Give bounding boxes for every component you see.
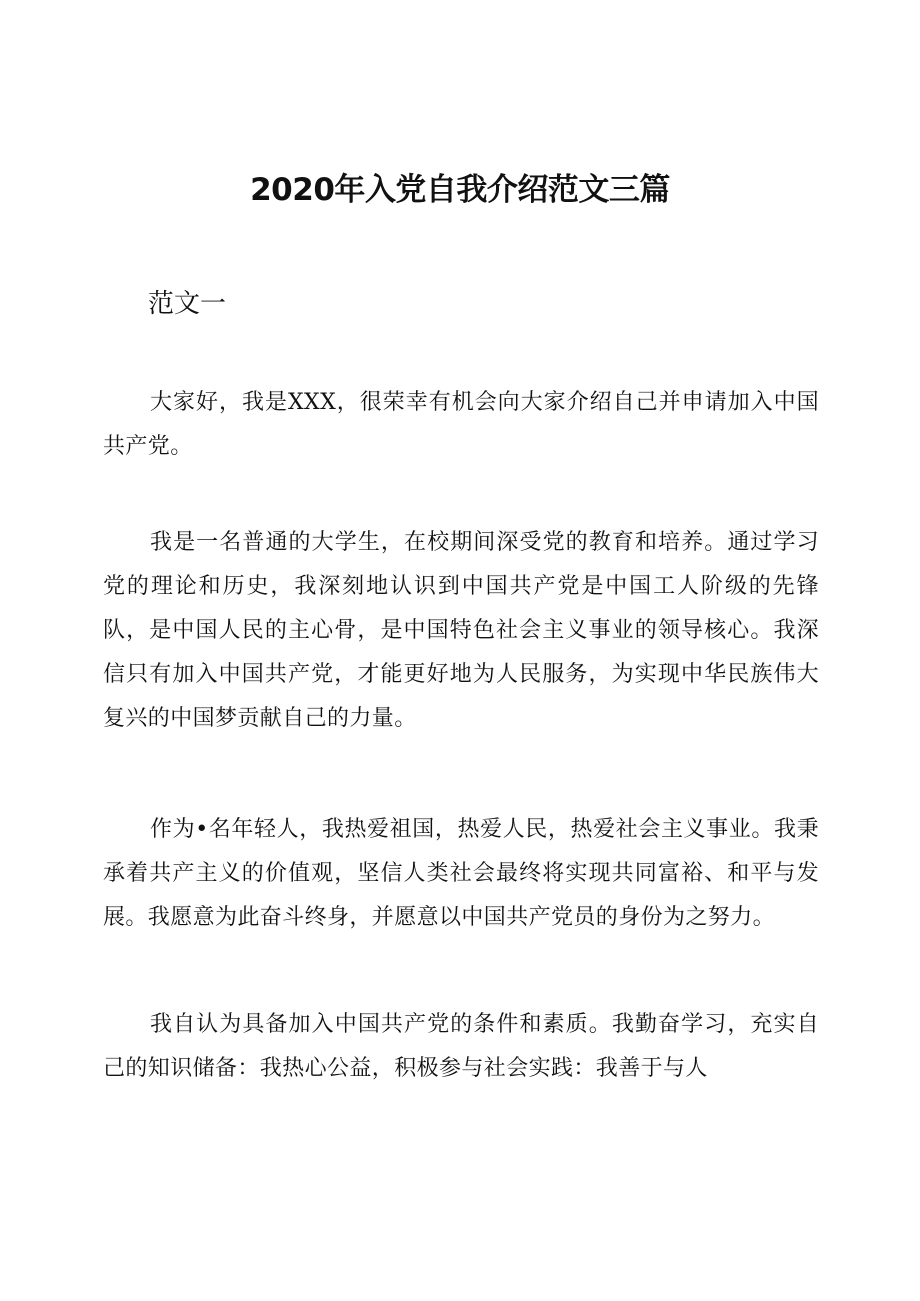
paragraph-intro: 大家好，我是XXX，很荣幸有机会向大家介绍自己并申请加入中国共产党。 bbox=[103, 390, 819, 459]
document-title: 2020年入党自我介绍范文三篇 bbox=[250, 172, 670, 208]
section-heading: 范文一 bbox=[148, 289, 227, 319]
paragraph-values: 作为•名年轻人，我热爱祖国，热爱人民，热爱社会主义事业。我秉承着共产主义的价值观，坚信人类社会最终将实现共同富裕、和平与发展。我愿意为此奋斗终身，并愿意以中国共产党员的身份为之努力。 bbox=[103, 817, 819, 930]
paragraph-background: 我是一名普通的大学生，在校期间深受党的教育和培养。通过学习党的理论和历史，我深刻地认识到中国共产党是中国工人阶级的先锋队，是中国人民的主心骨，是中国特色社会主义事业的领导核心。我深信只有加入中国共产党，才能更好地为人民服务，为实现中华民族伟大复兴的中国梦贡献自己的力量。 bbox=[103, 530, 819, 731]
paragraph-qualifications: 我自认为具备加入中国共产党的条件和素质。我勤奋学习，充实自己的知识储备：我热心公益，积极参与社会实践：我善于与人 bbox=[103, 1012, 819, 1081]
